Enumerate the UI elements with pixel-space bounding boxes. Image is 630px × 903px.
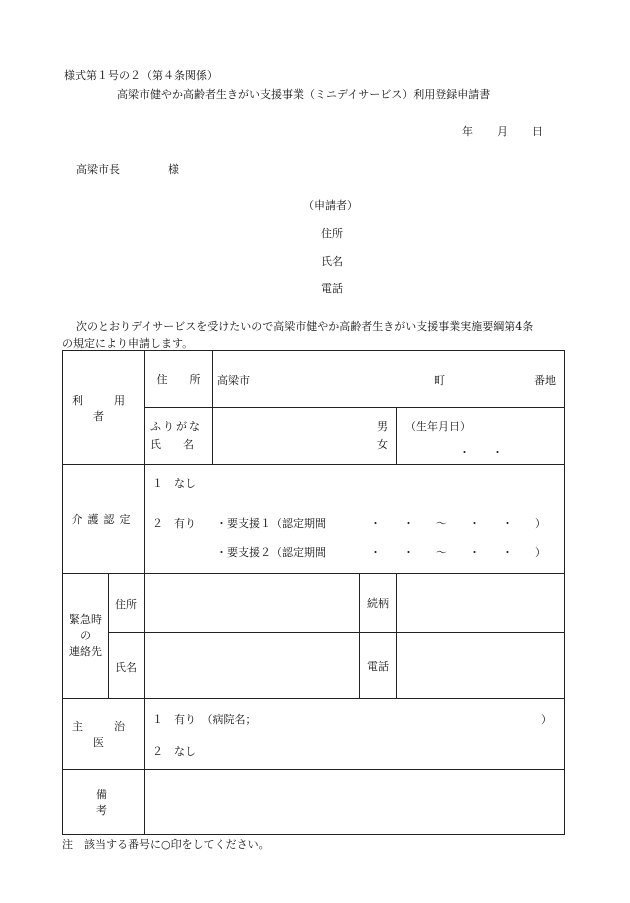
user-birthdate-field[interactable] <box>397 408 565 465</box>
birthdate-dots: ・ ・ <box>459 446 503 459</box>
support-1-period: ・ ・ ～ ・ ・ ） <box>370 517 546 530</box>
form-title: 高梁市健やか高齢者生きがい支援事業（ミニデイサービス）利用登録申請書 <box>117 88 491 101</box>
user-name-field[interactable] <box>213 408 397 465</box>
care-label: 介護認定 <box>71 513 136 526</box>
intro-line-2: の規定により申請します。 <box>62 337 194 350</box>
birthdate-label: （生年月日） <box>405 420 471 433</box>
care-option-none[interactable]: １ なし <box>152 477 196 490</box>
honorific: 様 <box>168 163 179 176</box>
emergency-label <box>63 612 108 660</box>
user-address-label-cell <box>145 351 213 408</box>
doctor-label: 主 治 医 <box>72 720 156 749</box>
emergency-relation-label: 続柄 <box>367 597 389 610</box>
addressee: 高梁市長 <box>76 163 120 176</box>
care-label-cell <box>63 465 145 574</box>
user-name-label-cell <box>145 408 213 465</box>
doctor-close-paren: ） <box>541 713 553 726</box>
user-label-cell <box>63 351 156 465</box>
footnote: 注 該当する番号に○印をしてください。 <box>62 838 270 851</box>
date-day-label: 日 <box>532 125 543 138</box>
support-level-2[interactable]: ・要支援２（認定期間 <box>216 546 326 559</box>
form-number: 様式第１号の２（第４条関係） <box>64 69 218 82</box>
user-address-label: 住 所 <box>156 373 201 386</box>
care-option-yes[interactable]: ２ 有り <box>152 517 196 530</box>
doctor-label-cell <box>63 699 156 770</box>
doctor-field[interactable] <box>145 699 565 770</box>
emergency-address-label-cell <box>109 574 145 633</box>
applicant-address-label: 住所 <box>321 227 343 240</box>
intro-line-1: 次のとおりデイサービスを受けたいので高梁市健やか高齢者生きがい支援事業実施要綱第4条 <box>76 320 534 333</box>
date-year-label: 年 <box>462 125 473 138</box>
applicant-name-label: 氏名 <box>321 255 343 268</box>
emergency-relation-label-cell <box>360 574 397 633</box>
emergency-label-line-3: 連絡先 <box>69 645 102 658</box>
application-table <box>62 350 565 835</box>
user-city: 高梁市 <box>217 374 250 387</box>
emergency-name-label-cell <box>109 633 145 699</box>
female-option[interactable]: 女 <box>377 438 388 451</box>
user-label: 利 用 者 <box>72 393 156 423</box>
emergency-name-field[interactable] <box>145 633 360 699</box>
emergency-name-label: 氏名 <box>115 661 137 674</box>
support-level-1[interactable]: ・要支援１（認定期間 <box>216 517 326 530</box>
emergency-phone-field[interactable] <box>397 633 565 699</box>
remarks-field[interactable] <box>145 770 565 835</box>
emergency-label-cell <box>63 574 109 699</box>
user-lot-label: 番地 <box>534 374 557 387</box>
remarks-label: 備 考 <box>96 788 171 817</box>
emergency-address-field[interactable] <box>145 574 360 633</box>
remarks-label-cell <box>63 770 171 835</box>
applicant-heading: （申請者） <box>303 199 358 212</box>
emergency-label-line-1: 緊急時 <box>69 613 102 626</box>
male-option[interactable]: 男 <box>377 420 388 433</box>
user-town-label: 町 <box>434 374 445 387</box>
emergency-relation-field[interactable] <box>397 574 565 633</box>
doctor-option-yes[interactable]: １ 有り （病院名； <box>152 713 257 726</box>
applicant-phone-label: 電話 <box>321 282 343 295</box>
user-furigana-label: ふりがな <box>150 420 202 433</box>
care-field[interactable] <box>145 465 565 574</box>
emergency-phone-label: 電話 <box>367 659 389 673</box>
emergency-phone-label-cell <box>360 633 397 699</box>
date-month-label: 月 <box>497 125 508 138</box>
emergency-label-line-2: の <box>80 629 91 642</box>
user-address-field[interactable] <box>213 351 565 408</box>
support-2-period: ・ ・ ～ ・ ・ ） <box>370 546 546 559</box>
emergency-address-label: 住所 <box>115 598 137 611</box>
user-name-label: 氏 名 <box>150 438 194 451</box>
doctor-option-none[interactable]: ２ なし <box>152 745 196 758</box>
